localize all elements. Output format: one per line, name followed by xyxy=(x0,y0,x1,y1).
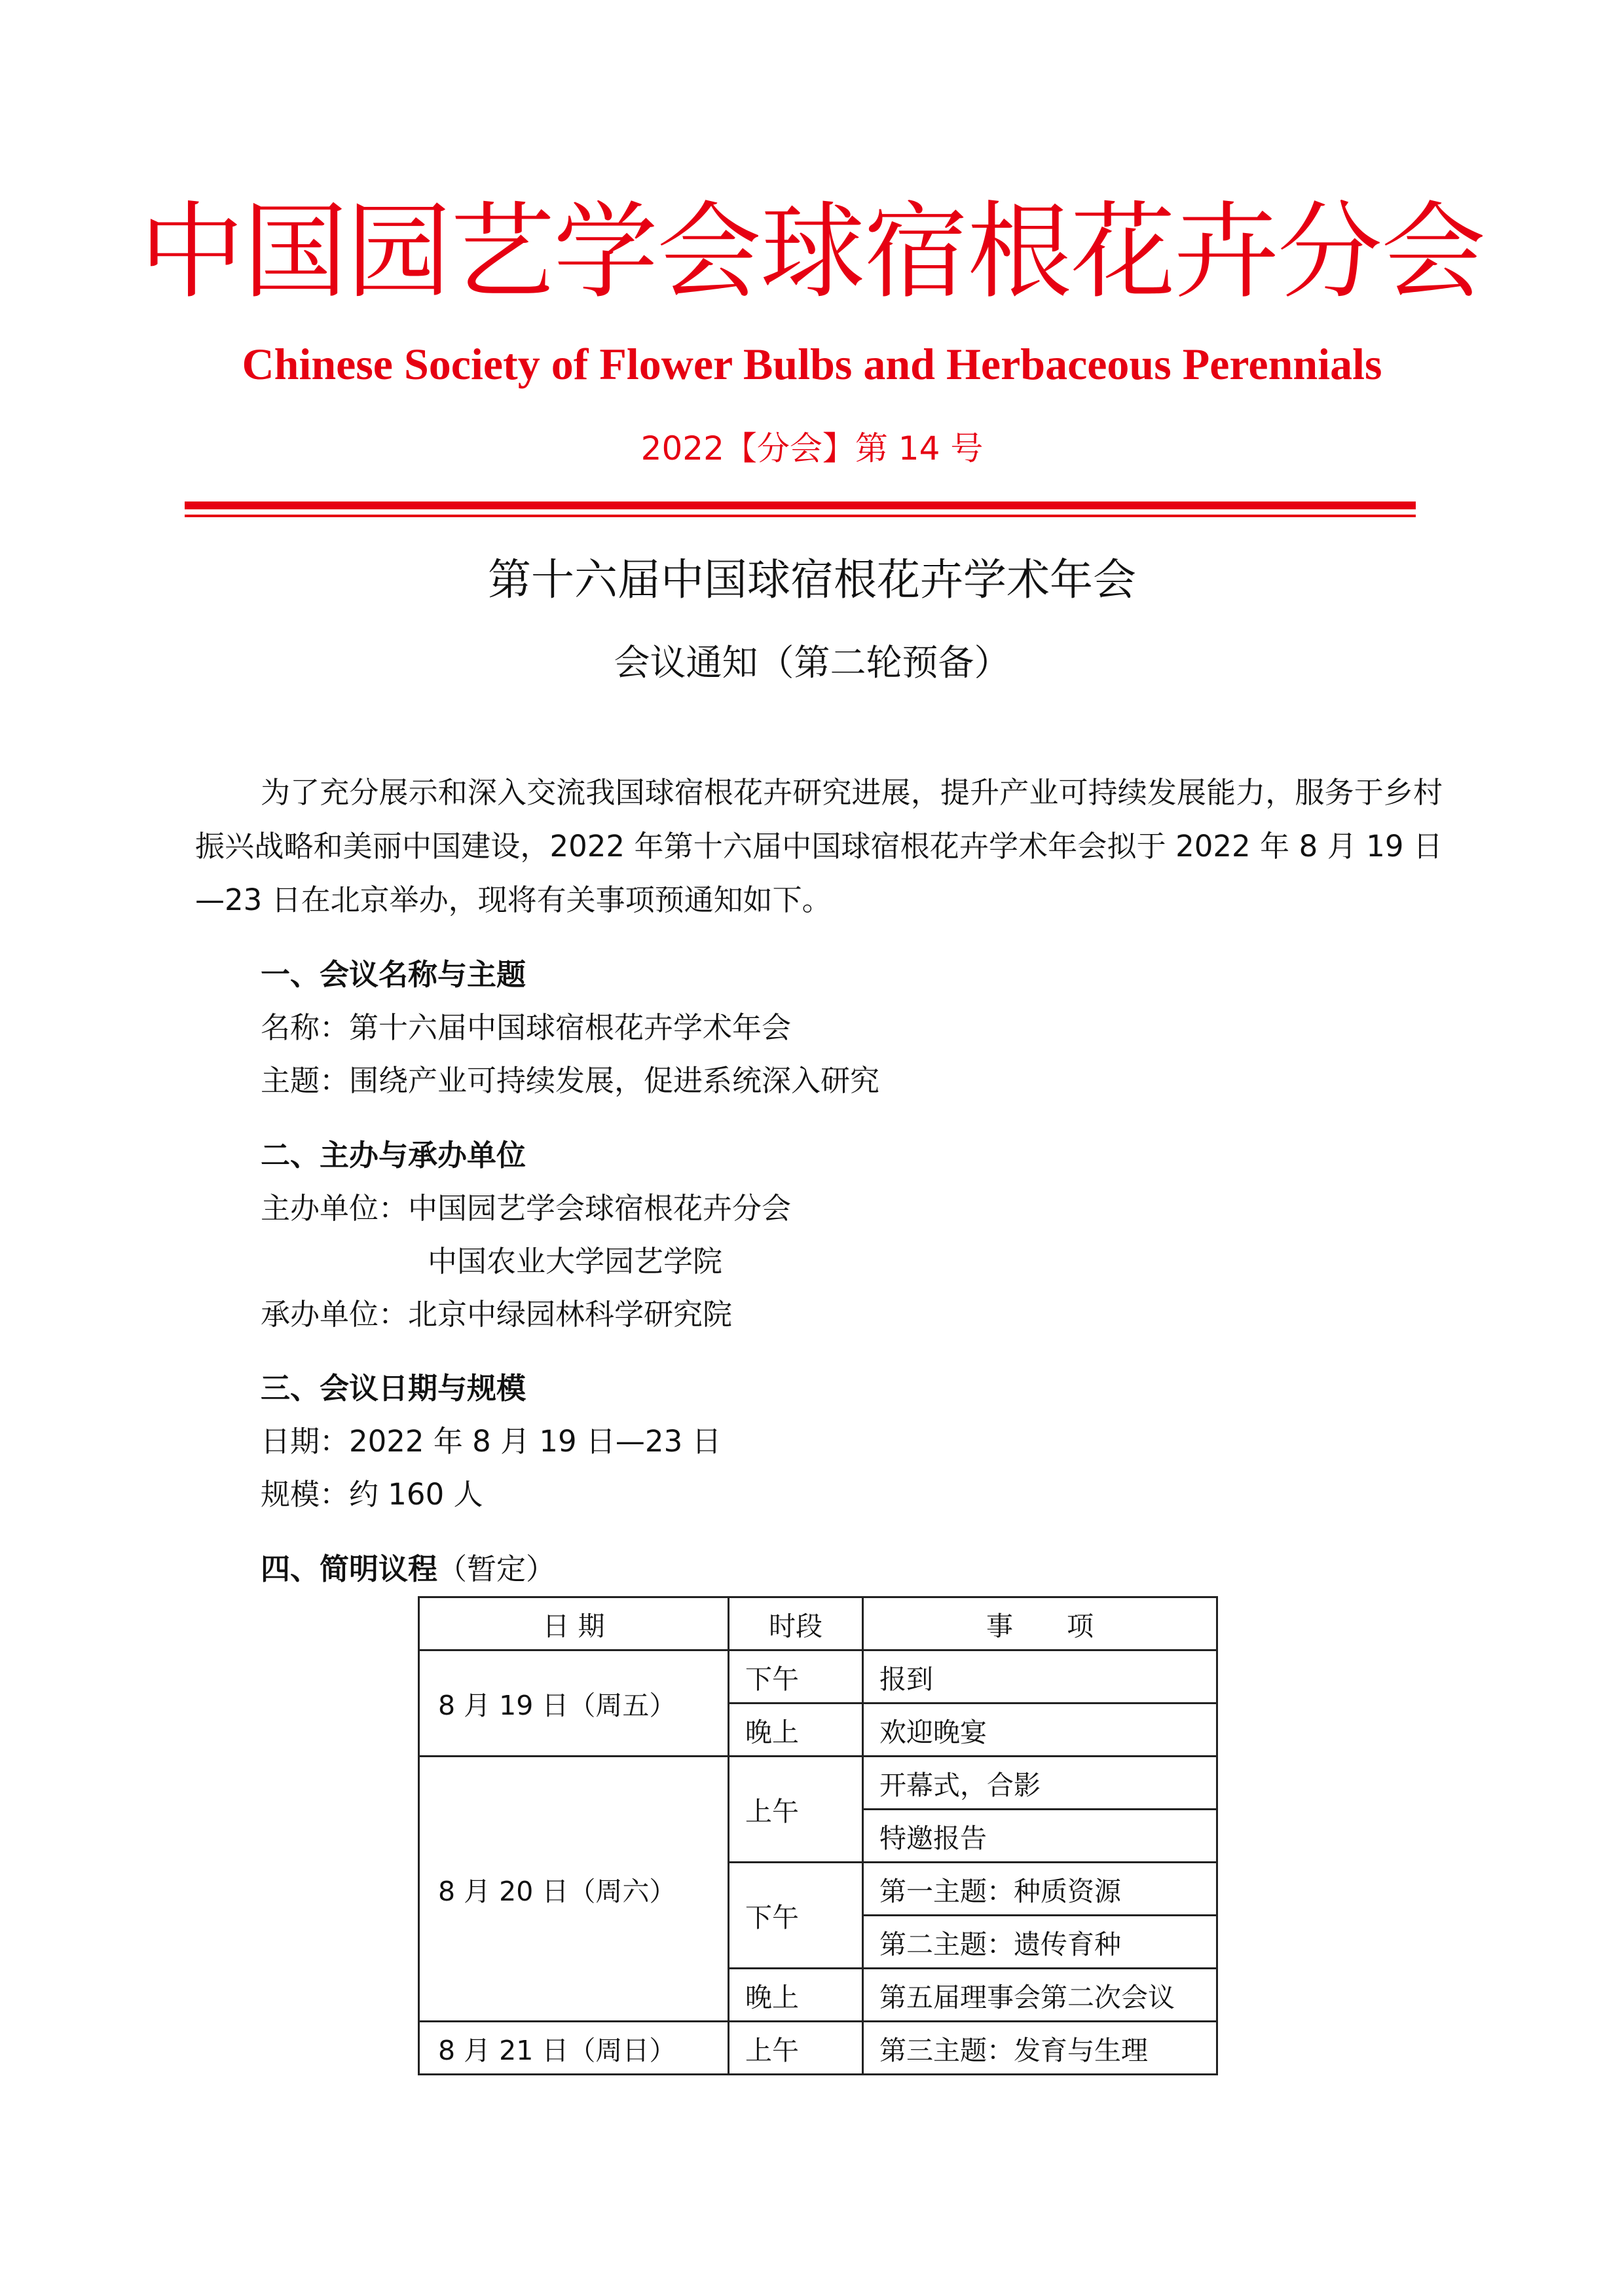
meeting-scale: 规模：约 160 人 xyxy=(261,1477,483,1512)
host-unit-2: 中国农业大学园艺学院 xyxy=(428,1244,723,1279)
slot-cell: 上午 xyxy=(729,2022,863,2075)
header-rule-thin xyxy=(185,515,1416,517)
notice-subtitle: 会议通知（第二轮预备） xyxy=(614,642,1010,683)
item-cell: 特邀报告 xyxy=(863,1810,1217,1863)
slot-cell: 下午 xyxy=(729,1863,863,1969)
section4-heading-text: 四、简明议程 xyxy=(261,1552,438,1586)
section4-heading xyxy=(261,1554,555,1584)
item-cell: 欢迎晚宴 xyxy=(863,1704,1217,1757)
slot-cell: 上午 xyxy=(729,1757,863,1863)
organization-name-en: Chinese Society of Flower Bulbs and Herbaceous Perennials xyxy=(242,339,1382,389)
section1-heading: 一、会议名称与主题 xyxy=(261,957,526,992)
agenda-table xyxy=(418,1596,1218,2075)
slot-cell: 晚上 xyxy=(729,1969,863,2022)
intro-text: 为了充分展示和深入交流我国球宿根花卉研究进展，提升产业可持续发展能力，服务于乡村振兴战略和美丽中国建设，2022 年第十六届中国球宿根花卉学术年会拟于 2022 年 8 月 19 日—23 日在北京举办，现将有关事项预通知如下。 xyxy=(195,775,1443,917)
meeting-date: 日期：2022 年 8 月 19 日—23 日 xyxy=(261,1424,722,1459)
meeting-name: 名称：第十六届中国球宿根花卉学术年会 xyxy=(261,1010,792,1045)
item-cell: 第一主题：种质资源 xyxy=(863,1863,1217,1916)
section4-heading-note: （暂定） xyxy=(437,1552,556,1586)
date-cell: 8 月 19 日（周五） xyxy=(419,1650,729,1757)
document-number: 2022【分会】第 14 号 xyxy=(640,429,984,467)
header-item: 事 项 xyxy=(863,1597,1217,1650)
header-date: 日 期 xyxy=(419,1597,729,1650)
table-row xyxy=(419,2022,1217,2075)
item-cell: 第五届理事会第二次会议 xyxy=(863,1969,1217,2022)
item-cell: 报到 xyxy=(863,1650,1217,1704)
header-rule-thick xyxy=(185,501,1416,509)
agenda-header-row xyxy=(419,1597,1217,1650)
header-slot: 时段 xyxy=(729,1597,863,1650)
slot-cell: 晚上 xyxy=(729,1704,863,1757)
item-cell: 第二主题：遗传育种 xyxy=(863,1916,1217,1969)
table-row xyxy=(419,1757,1217,1810)
date-cell: 8 月 21 日（周日） xyxy=(419,2022,729,2075)
item-cell: 开幕式，合影 xyxy=(863,1757,1217,1810)
section2-heading: 二、主办与承办单位 xyxy=(261,1138,526,1173)
host-unit: 主办单位：中国园艺学会球宿根花卉分会 xyxy=(261,1191,792,1226)
section3-heading: 三、会议日期与规模 xyxy=(261,1371,526,1406)
item-cell: 第三主题：发育与生理 xyxy=(863,2022,1217,2075)
table-row xyxy=(419,1650,1217,1704)
date-cell: 8 月 20 日（周六） xyxy=(419,1757,729,2022)
organizer-unit: 承办单位：北京中绿园林科学研究院 xyxy=(261,1297,733,1332)
notice-title: 第十六届中国球宿根花卉学术年会 xyxy=(488,555,1136,605)
organization-name-cn: 中国园艺学会球宿根花卉分会 xyxy=(139,191,1485,313)
slot-cell: 下午 xyxy=(729,1650,863,1704)
meeting-theme: 主题：围绕产业可持续发展，促进系统深入研究 xyxy=(261,1063,880,1098)
intro-paragraph xyxy=(195,766,1443,927)
